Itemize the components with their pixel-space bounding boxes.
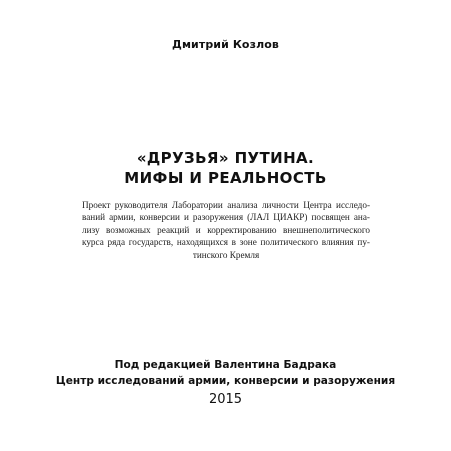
abstract-line-4: курса ряда государств, находящихся в зоне политического влияния пу- <box>82 237 370 248</box>
abstract-line-1: Проект руководителя Лаборатории анализа личности Центра исследо- <box>82 200 370 210</box>
abstract-line-5: тинского Кремля <box>192 249 260 260</box>
editor-credits <box>0 357 451 389</box>
publisher-line: Центр исследований армии, конверсии и разоружения <box>55 375 396 387</box>
publication-year: 2015 <box>208 392 243 407</box>
abstract-text <box>82 199 370 261</box>
author-name: Дмитрий Козлов <box>172 38 279 51</box>
abstract-line-3: лизу возможных реакций и корректированию внешнеполитического <box>82 224 370 235</box>
book-title-line-2: МИФЫ И РЕАЛЬНОСТЬ <box>124 169 327 187</box>
abstract-line-2: ваний армии, конверсии и разоружения (ЛАЛ ЦИАКР) посвящен ана- <box>82 212 370 223</box>
book-title <box>0 148 451 188</box>
editor-line: Под редакцией Валентина Бадрака <box>114 359 337 371</box>
book-title-line-1: «ДРУЗЬЯ» ПУТИНА. <box>136 149 315 167</box>
